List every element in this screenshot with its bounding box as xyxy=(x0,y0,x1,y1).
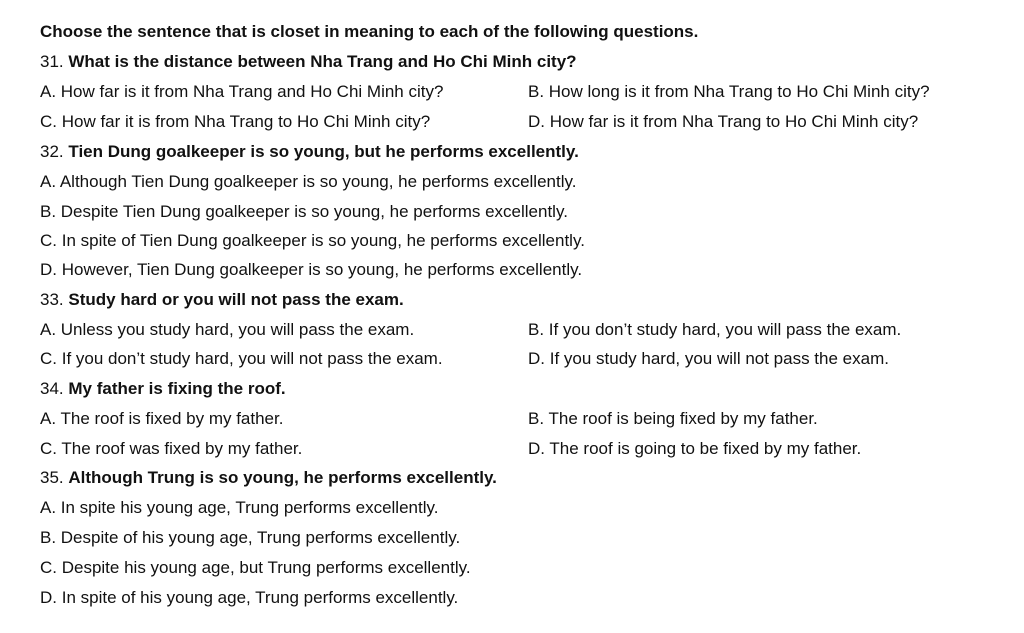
option-b[interactable]: B. How long is it from Nha Trang to Ho Chi Minh city? xyxy=(528,82,930,101)
question-text: Although Trung is so young, he performs excellently. xyxy=(68,468,497,487)
question-text: What is the distance between Nha Trang and Ho Chi Minh city? xyxy=(68,52,577,71)
question-text: Tien Dung goalkeeper is so young, but he performs excellently. xyxy=(68,142,579,161)
option-a[interactable]: A. Unless you study hard, you will pass the exam. xyxy=(40,320,415,339)
question-text: My father is fixing the roof. xyxy=(68,379,286,398)
option-c[interactable]: C. If you don’t study hard, you will not pass the exam. xyxy=(40,349,443,368)
option-a[interactable]: A. Although Tien Dung goalkeeper is so young, he performs excellently. xyxy=(40,172,577,191)
option-c[interactable]: C. How far it is from Nha Trang to Ho Chi Minh city? xyxy=(40,112,431,131)
option-d[interactable]: D. In spite of his young age, Trung performs excellently. xyxy=(40,588,459,607)
question-text: Study hard or you will not pass the exam. xyxy=(68,290,404,309)
option-c[interactable]: C. In spite of Tien Dung goalkeeper is so young, he performs excellently. xyxy=(40,231,585,250)
option-b[interactable]: B. If you don’t study hard, you will pass the exam. xyxy=(528,320,902,339)
option-d[interactable]: D. The roof is going to be fixed by my father. xyxy=(528,439,862,458)
option-a[interactable]: A. In spite his young age, Trung performs excellently. xyxy=(40,498,439,517)
question-number: 32. xyxy=(40,142,64,161)
option-a[interactable]: A. The roof is fixed by my father. xyxy=(40,409,284,428)
option-d[interactable]: D. However, Tien Dung goalkeeper is so young, he performs excellently. xyxy=(40,260,583,279)
option-d[interactable]: D. How far is it from Nha Trang to Ho Chi Minh city? xyxy=(528,112,919,131)
question-number: 35. xyxy=(40,468,64,487)
instruction: Choose the sentence that is closet in meaning to each of the following questions. xyxy=(40,22,699,41)
question-number: 31. xyxy=(40,52,64,71)
question-number: 34. xyxy=(40,379,64,398)
option-b[interactable]: B. Despite Tien Dung goalkeeper is so young, he performs excellently. xyxy=(40,202,568,221)
question-number: 33. xyxy=(40,290,64,309)
option-b[interactable]: B. Despite of his young age, Trung performs excellently. xyxy=(40,528,461,547)
option-d[interactable]: D. If you study hard, you will not pass the exam. xyxy=(528,349,889,368)
option-c[interactable]: C. Despite his young age, but Trung performs excellently. xyxy=(40,558,471,577)
option-a[interactable]: A. How far is it from Nha Trang and Ho Chi Minh city? xyxy=(40,82,444,101)
option-c[interactable]: C. The roof was fixed by my father. xyxy=(40,439,303,458)
option-b[interactable]: B. The roof is being fixed by my father. xyxy=(528,409,818,428)
